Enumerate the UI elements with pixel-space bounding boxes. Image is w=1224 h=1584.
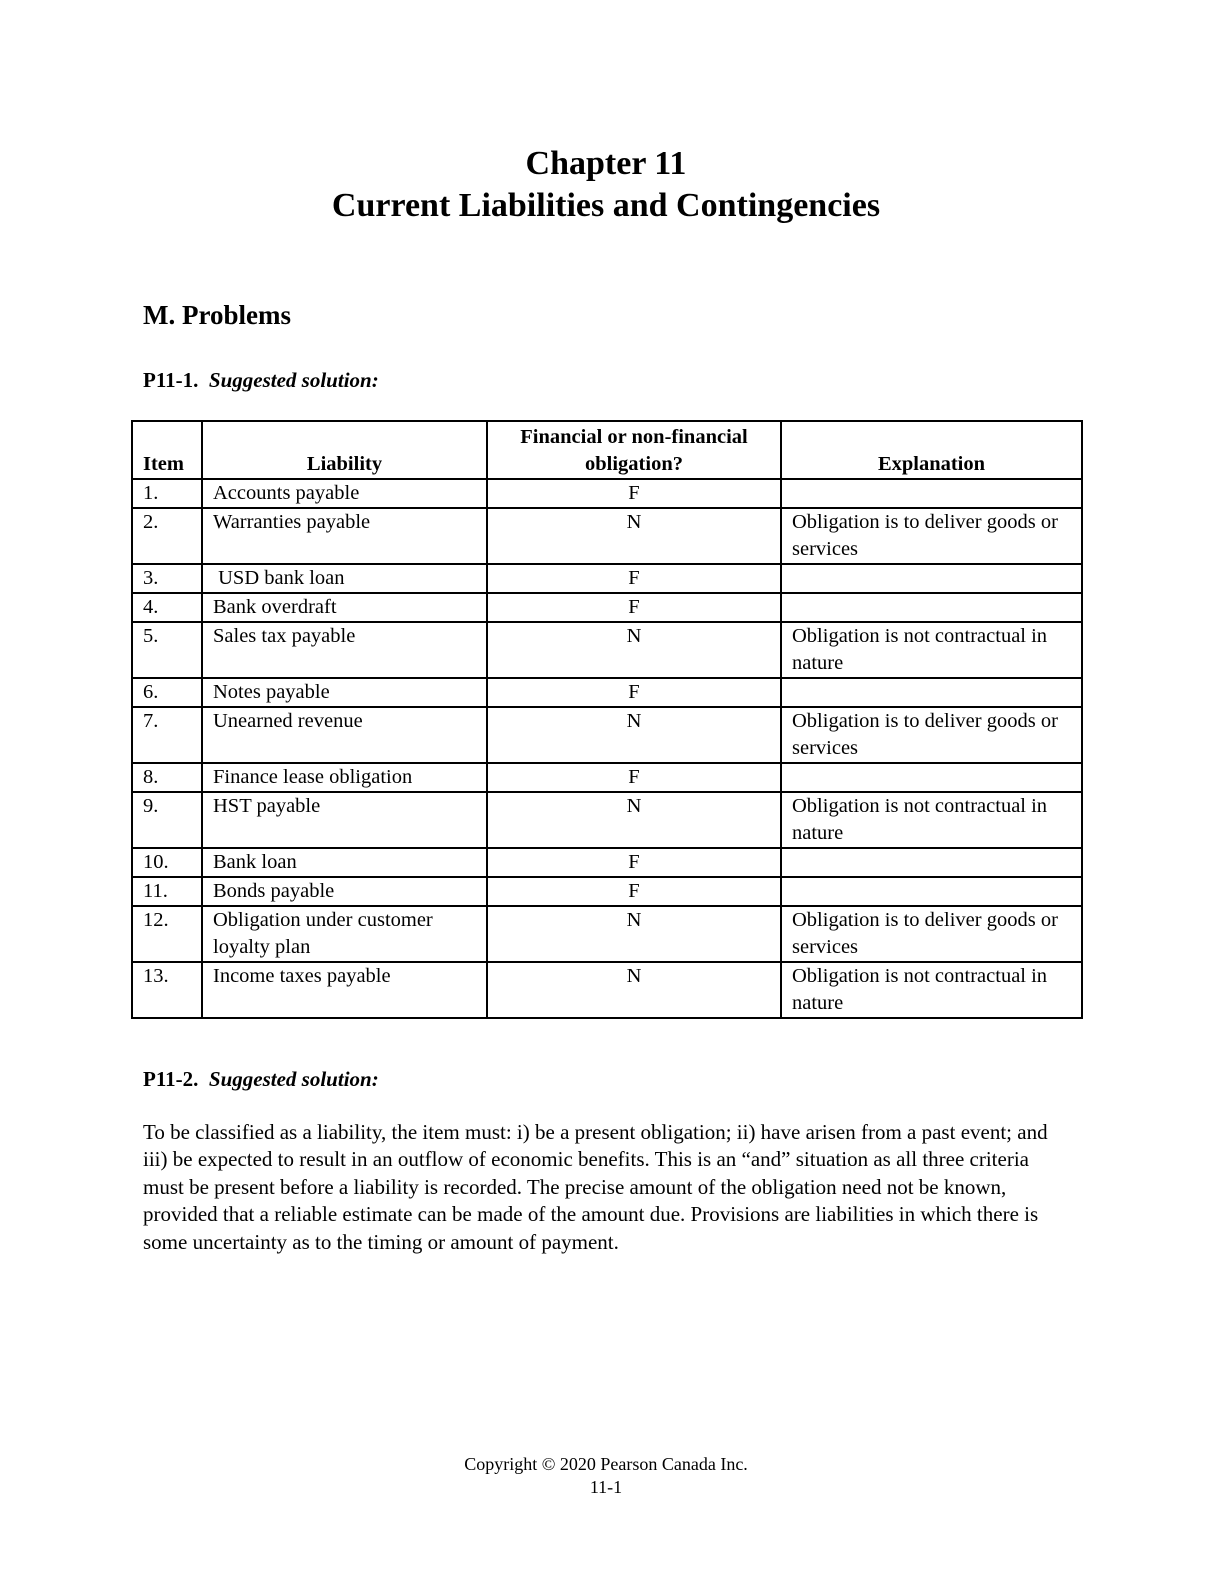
table-row [132,622,1082,678]
problem-heading-p11-2 [143,1066,379,1092]
cell-obligation: N [487,707,781,763]
header-liability: Liability [202,421,487,479]
table-header-row [132,421,1082,479]
chapter-number: Chapter 11 [525,145,687,182]
cell-obligation: N [487,962,781,1018]
chapter-title: Current Liabilities and Contingencies [331,187,881,224]
cell-liability: Obligation under customer loyalty plan [202,906,487,962]
cell-explanation [781,479,1082,508]
solution-paragraph: To be classified as a liability, the item must: i) be a present obligation; ii) have arisen from a past event; and iii) be expected to result in an outflow of economic benefits. This is an “and” situation as all three criteria must be present before a liability is recorded. The precise amount of the obligation need not be known, provided that a reliable estimate can be made of the amount due. Provisions are liabilities in which there is some uncertainty as to the timing or amount of payment. [143,1120,1048,1254]
table-body [132,479,1082,1018]
cell-obligation: F [487,564,781,593]
cell-liability: Bank loan [202,848,487,877]
cell-liability: Accounts payable [202,479,487,508]
table-row [132,508,1082,564]
cell-obligation: F [487,877,781,906]
table-row [132,707,1082,763]
cell-item: 7. [132,707,202,763]
cell-item: 4. [132,593,202,622]
page-number: 11-1 [589,1477,623,1497]
cell-explanation [781,848,1082,877]
copyright-notice: Copyright © 2020 Pearson Canada Inc. [464,1454,748,1474]
problem-heading-p11-1 [143,367,379,393]
cell-explanation [781,877,1082,906]
header-item: Item [132,421,202,479]
cell-item: 12. [132,906,202,962]
cell-explanation: Obligation is to deliver goods or services [781,707,1082,763]
cell-obligation: F [487,763,781,792]
cell-item: 5. [132,622,202,678]
table-row [132,877,1082,906]
cell-obligation: N [487,508,781,564]
table-row [132,962,1082,1018]
cell-liability: Income taxes payable [202,962,487,1018]
cell-obligation: N [487,622,781,678]
cell-obligation: F [487,678,781,707]
cell-liability: USD bank loan [202,564,487,593]
cell-explanation: Obligation is to deliver goods or services [781,508,1082,564]
cell-explanation [781,763,1082,792]
cell-obligation: N [487,792,781,848]
cell-liability: Unearned revenue [202,707,487,763]
cell-obligation: F [487,479,781,508]
cell-explanation [781,593,1082,622]
header-explanation: Explanation [781,421,1082,479]
table-row [132,479,1082,508]
solution-table [131,420,1083,1019]
cell-item: 10. [132,848,202,877]
table-row [132,848,1082,877]
section-heading: M. Problems [143,300,291,330]
cell-explanation: Obligation is not contractual in nature [781,792,1082,848]
cell-item: 9. [132,792,202,848]
cell-explanation: Obligation is not contractual in nature [781,622,1082,678]
suggested-solution-label: Suggested solution: [208,1067,379,1091]
cell-liability: Warranties payable [202,508,487,564]
cell-explanation: Obligation is not contractual in nature [781,962,1082,1018]
cell-liability: Finance lease obligation [202,763,487,792]
cell-liability: Notes payable [202,678,487,707]
cell-item: 6. [132,678,202,707]
cell-explanation [781,564,1082,593]
cell-item: 11. [132,877,202,906]
table-row [132,763,1082,792]
cell-liability: Sales tax payable [202,622,487,678]
header-obligation: Financial or non-financial obligation? [487,421,781,479]
cell-liability: Bank overdraft [202,593,487,622]
cell-obligation: F [487,593,781,622]
cell-explanation: Obligation is to deliver goods or services [781,906,1082,962]
cell-item: 2. [132,508,202,564]
table-row [132,593,1082,622]
cell-obligation: F [487,848,781,877]
cell-item: 3. [132,564,202,593]
cell-obligation: N [487,906,781,962]
cell-item: 1. [132,479,202,508]
table-row [132,564,1082,593]
cell-explanation [781,678,1082,707]
cell-liability: Bonds payable [202,877,487,906]
table-row [132,906,1082,962]
suggested-solution-label: Suggested solution: [208,368,379,392]
problem-number: P11-1. [143,368,199,392]
cell-item: 8. [132,763,202,792]
table-row [132,678,1082,707]
cell-liability: HST payable [202,792,487,848]
table-row [132,792,1082,848]
problem-number: P11-2. [143,1067,199,1091]
cell-item: 13. [132,962,202,1018]
